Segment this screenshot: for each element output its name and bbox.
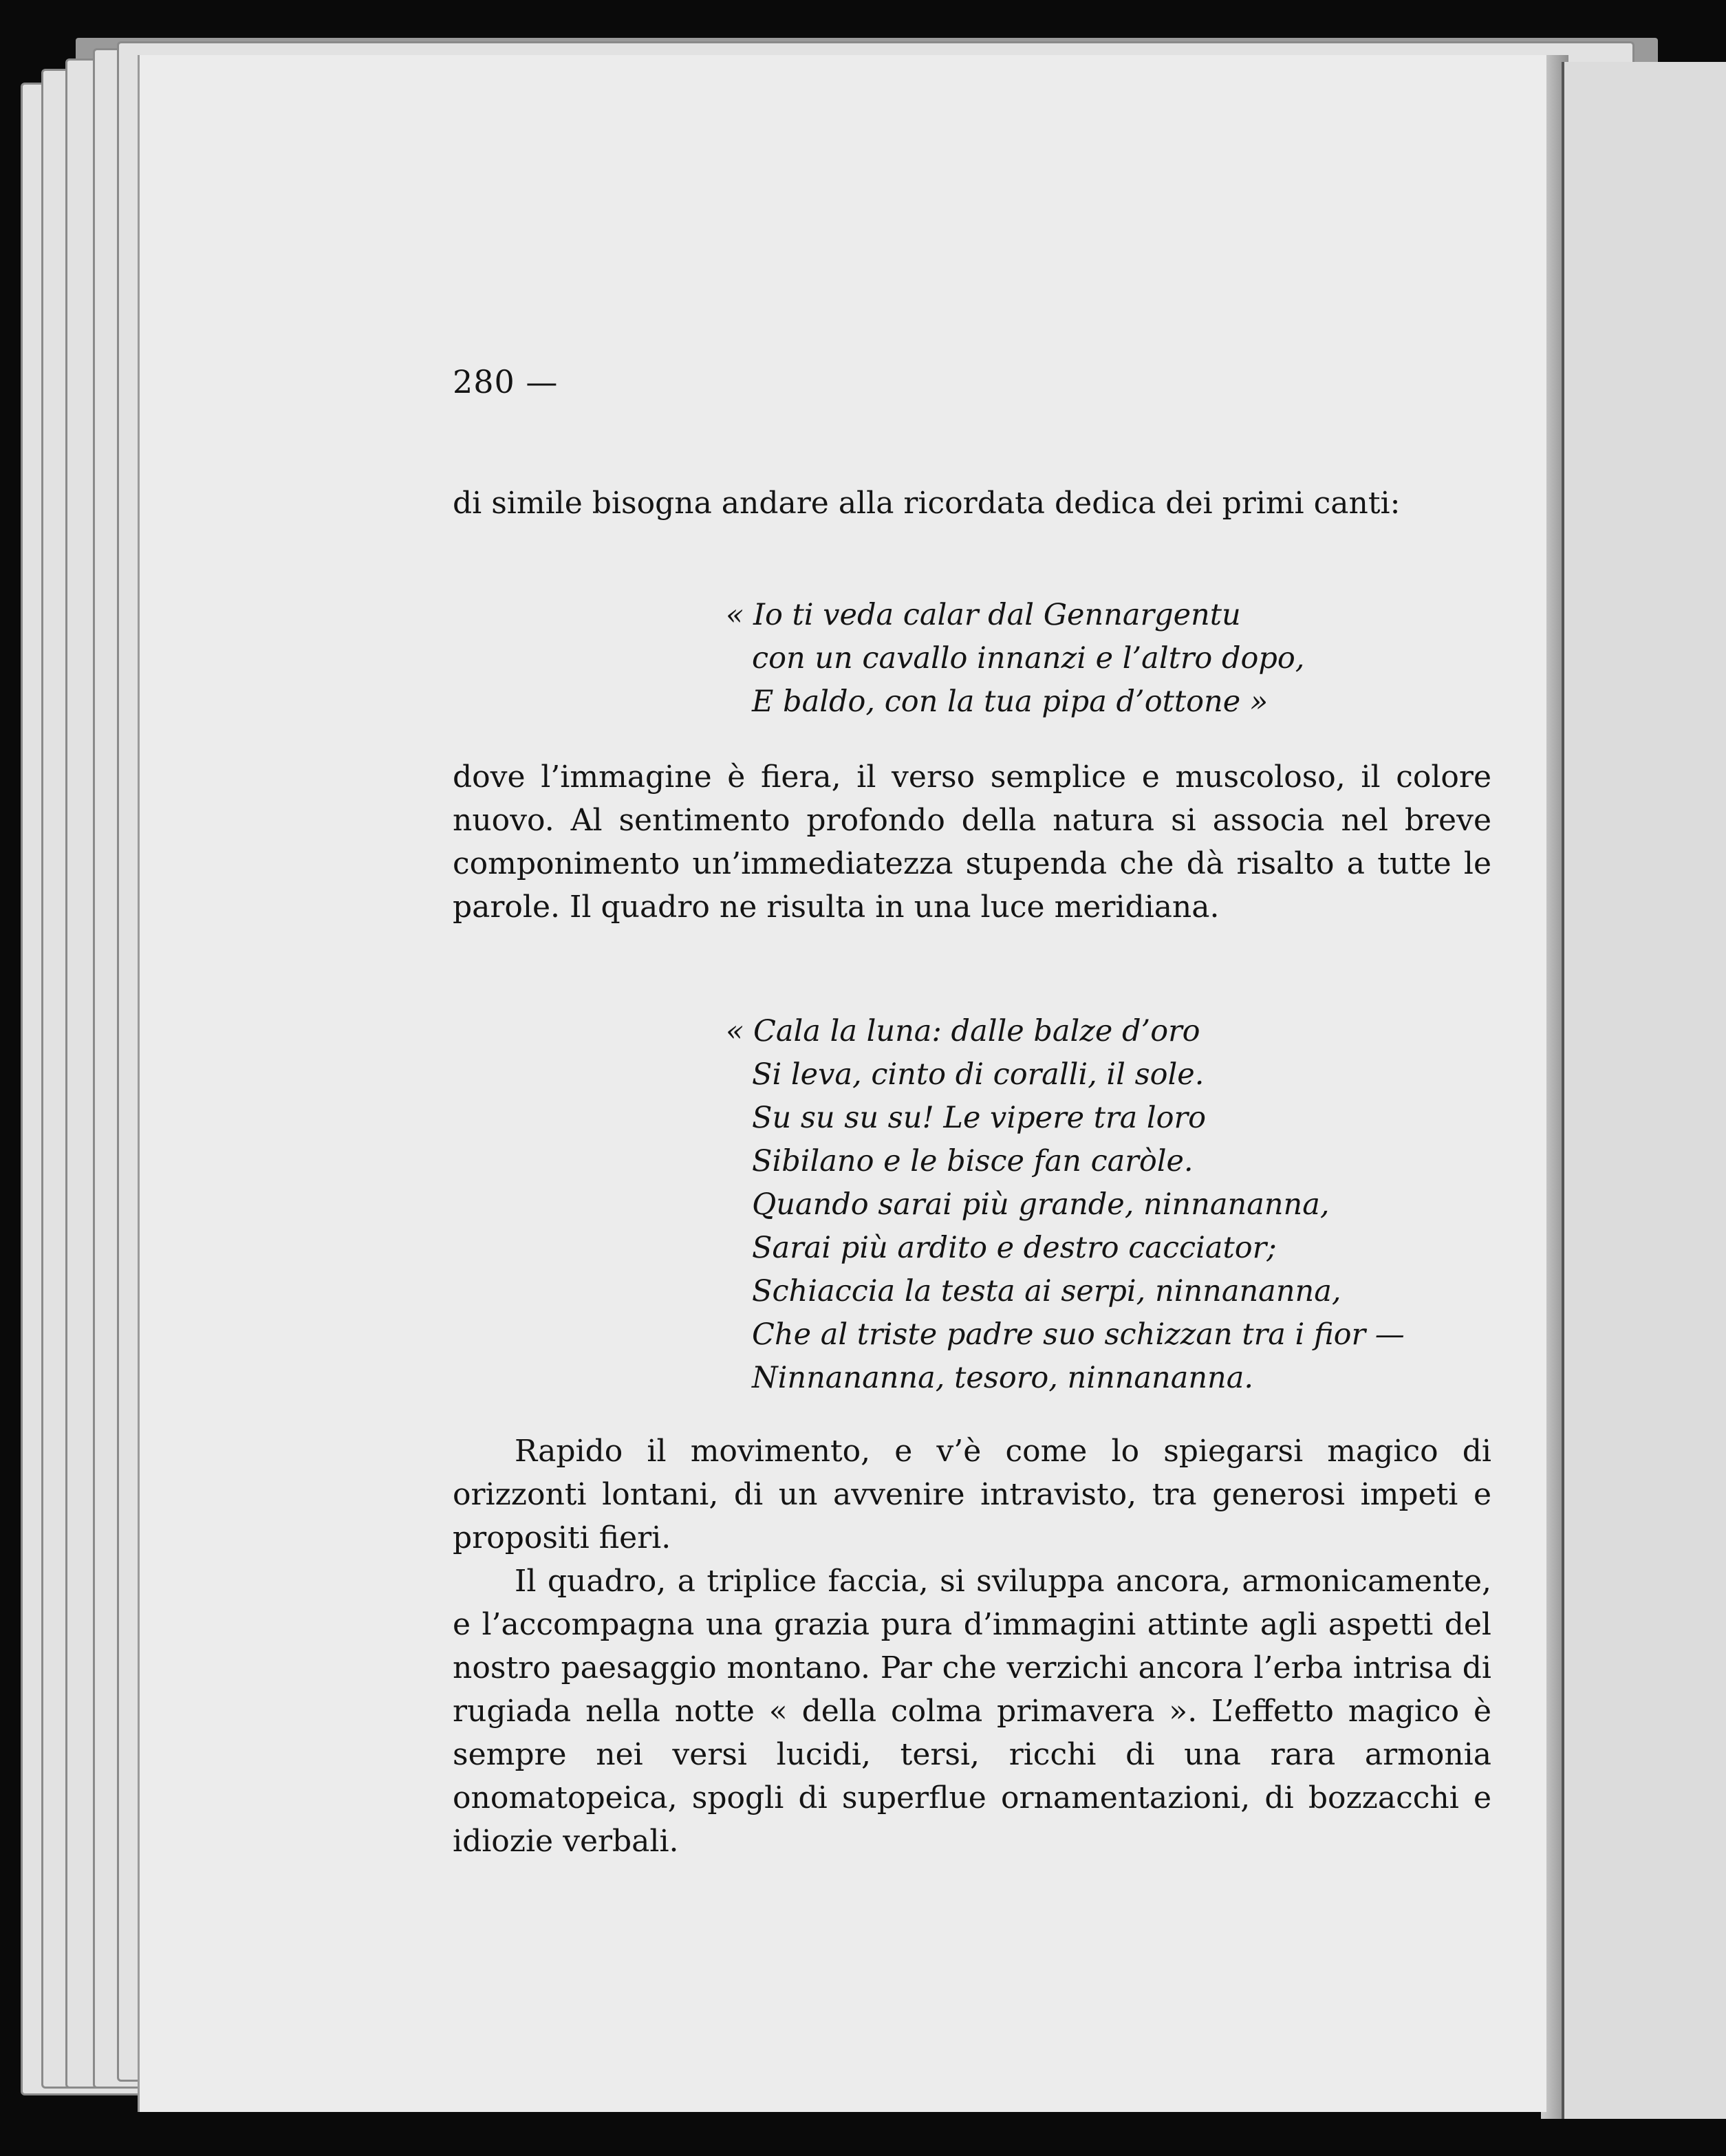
book-page <box>138 55 1546 2112</box>
verse-line: « Io ti veda calar dal Gennargentu <box>726 598 1241 632</box>
verse-line: Si leva, cinto di coralli, il sole. <box>752 1057 1205 1092</box>
paragraph <box>453 755 1491 929</box>
verse-line: Che al triste padre suo schizzan tra i fior — <box>752 1317 1405 1352</box>
verse-line: « Cala la luna: dalle balze d’oro <box>726 1014 1200 1048</box>
facing-page <box>1562 62 1726 2119</box>
page-number: 280 — <box>453 363 559 400</box>
verse-line: Ninnananna, tesoro, ninnananna. <box>752 1361 1254 1395</box>
paragraph-group <box>453 1430 1491 1863</box>
verse-line: Sibilano e le bisce fan caròle. <box>752 1144 1194 1178</box>
paragraph <box>453 482 1491 525</box>
paragraph-text: dove l’immagine è fiera, il verso semplice e muscoloso, il colore nuovo. Al sentimento profondo della natura si associa nel breve componimento un’immediatezza stupenda che dà risalto a tutte le parole. Il quadro ne risulta in una luce meridiana. <box>453 759 1491 925</box>
verse-quotation <box>726 594 1305 724</box>
verse-line: Schiaccia la testa ai serpi, ninnananna, <box>752 1274 1341 1308</box>
paragraph-text: Il quadro, a triplice faccia, si sviluppa ancora, armonicamente, e l’accompagna una grazia pura d’immagini attinte agli aspetti del nostro paesaggio montano. Par che verzichi ancora l’erba intrisa di rugiada nella notte « della colma primavera ». L’effetto magico è sempre nei versi lucidi, tersi, ricchi di una rara armonia onomatopeica, spogli di superflue ornamentazioni, di bozzacchi e idiozie verbali. <box>453 1564 1491 1859</box>
verse-line: con un cavallo innanzi e l’altro dopo, <box>752 641 1305 676</box>
verse-quotation <box>726 1010 1405 1400</box>
paragraph-text: di simile bisogna andare alla ricordata dedica dei primi canti: <box>453 486 1401 521</box>
verse-line: E baldo, con la tua pipa d’ottone » <box>752 684 1269 719</box>
verse-line: Quando sarai più grande, ninnananna, <box>752 1187 1330 1222</box>
verse-line: Su su su su! Le vipere tra loro <box>752 1101 1206 1135</box>
paragraph-text: Rapido il movimento, e v’è come lo spiegarsi magico di orizzonti lontani, di un avvenire intravisto, tra generosi impeti e propositi fieri. <box>453 1434 1491 1555</box>
verse-line: Sarai più ardito e destro cacciator; <box>752 1231 1277 1265</box>
